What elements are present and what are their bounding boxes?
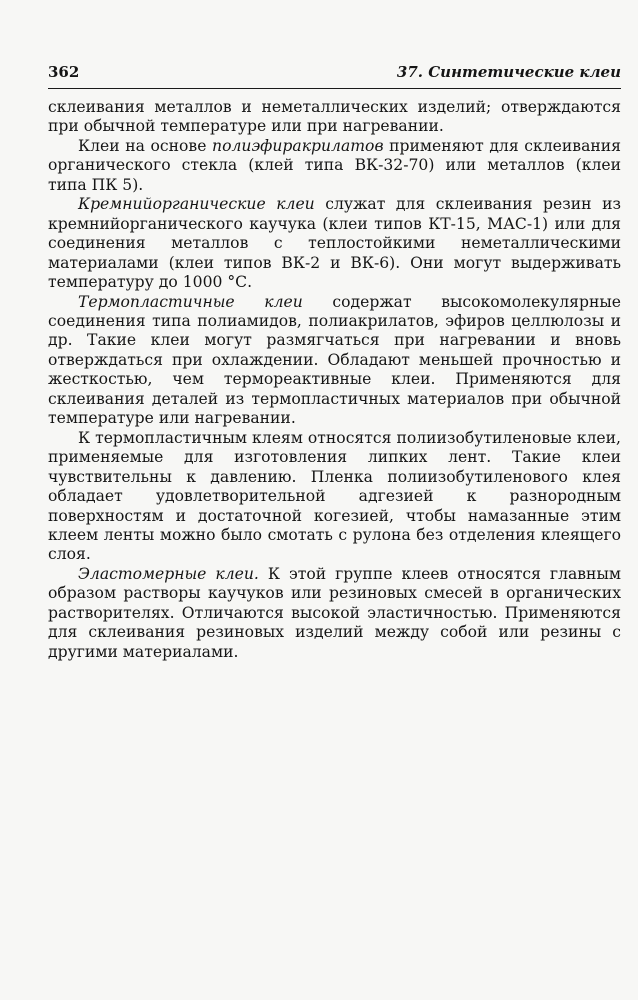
paragraph-organosilicon-adhesives (48, 195, 621, 292)
page-header (48, 63, 621, 85)
running-section-title: 37. Синтетические клеи (396, 63, 621, 81)
paragraph-thermoplastic-adhesives (48, 293, 621, 429)
paragraph-continuation (48, 98, 621, 137)
term-italic: Термопластичные клеи (78, 292, 303, 311)
paragraph-text: применяют для склеивания органического стекла (клей типа ВК-32-70) или металлов (клеи типа ПК 5). (48, 136, 621, 194)
paragraph-lead-text: Клеи на основе (78, 136, 213, 155)
term-italic: полиэфиракрилатов (212, 136, 384, 155)
paragraph-text: К этой группе клеев относятся главным образом растворы каучуков или резиновых смесей в органических растворителях. Отличаются высокой эластичностью. Применяются для склеивания резиновых изделий между собой или резины с другими материалами. (48, 564, 621, 661)
paragraph-text: склеивания металлов и неметаллических изделий; отверждаются при обычной температуре или при нагревании. (48, 98, 621, 136)
paragraph-polyisobutylene-adhesives (48, 429, 621, 565)
paragraph-polyester-acrylate-adhesives (48, 137, 621, 195)
header-rule (48, 88, 621, 89)
paragraph-elastomer-adhesives (48, 565, 621, 662)
page-number: 362 (48, 63, 80, 81)
paragraph-text: служат для склеивания резин из кремнийорганического каучука (клеи типов КТ-15, МАС-1) или для соединения металлов с теплостойкими неметаллическими материалами (клеи типов ВК-2 и ВК-6). Они могут выдерживать температуру до 1000 °С. (48, 195, 621, 292)
term-italic: Эластомерные клеи. (78, 564, 259, 583)
paragraph-text: К термопластичным клеям относятся полиизобутиленовые клеи, применяемые для изготовления липких лент. Такие клеи чувствительны к давлению. Пленка полиизобутиленового клея обладает удовлетворительной адгезией к разнородным поверхностям и достаточной когезией, чтобы намазанные этим клеем ленты можно было смотать с рулона без отделения клеящего слоя. (48, 428, 621, 564)
term-italic: Кремнийорганические клеи (78, 195, 315, 214)
body-text (48, 98, 621, 662)
paragraph-text: содержат высокомолекулярные соединения типа полиамидов, полиакрилатов, эфиров целлюлозы и др. Такие клеи могут размягчаться при нагревании и вновь отверждаться при охлаждении. Обладают меньшей прочностью и жесткостью, чем термореактивные клеи. Применяются для склеивания деталей из термопластичных материалов при обычной температуре или нагревании. (48, 292, 621, 428)
